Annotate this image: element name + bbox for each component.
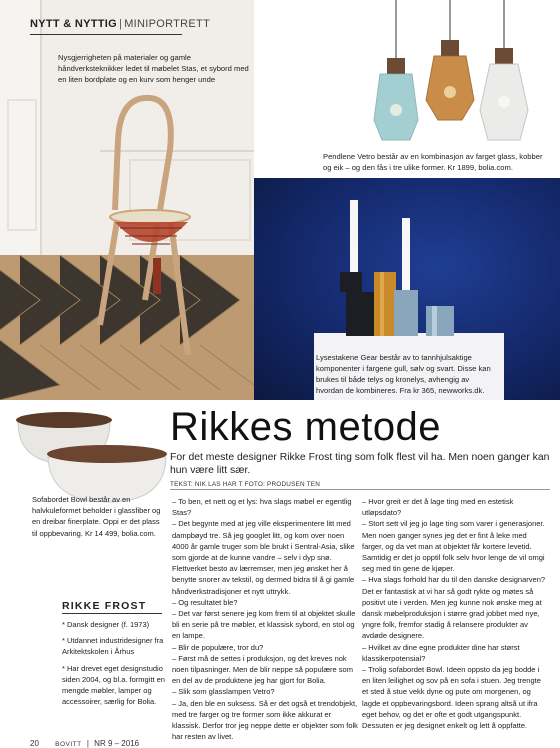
bio-item-education: * Utdannet industridesigner fra Arkitektskolen i Århus: [62, 636, 164, 657]
col1-paragraph: – Først må de settes i produksjon, og det kreves nok noen tilpasninger. Men de blir neppe så populære som en del av de produktene jeg har gjort for Bolia.: [172, 653, 353, 686]
section-name: NYTT & NYTTIG: [30, 18, 118, 30]
header-separator: |: [119, 18, 123, 30]
chair-caption: Nysgjerrigheten på materialer og gamle håndverksteknikker ledet til møbelet Stas, et sybord med en liten bordplate og en kurv som henger unde: [58, 53, 249, 84]
col2-paragraph: – Hvor greit er det å lage ting med en estetisk utløpsdato?: [362, 497, 514, 518]
magazine-name: BOVITT: [55, 741, 82, 748]
bio-item-career: * Har drevet eget designstudio siden 2004, og bl.a. formgitt en mengde møbler, lamper og accessoirer, særlig for Bolia.: [62, 663, 165, 707]
byline-rule: [170, 489, 550, 490]
article-column-1: [172, 496, 358, 742]
pendants-caption: Pendlene Vetro består av en kombinasjon av farget glass, kobber og eik – og den fås i tre ulike former. Kr 1899, bolia.com.: [323, 152, 543, 172]
bio-item-nationality: * Dansk designer (f. 1973): [62, 620, 150, 629]
bio-rule: [62, 613, 162, 614]
col2-paragraph: – Stort sett vil jeg jo lage ting som varer i generasjoner. Men noen ganger synes jeg det er fint å leke med farger, og da vet man at objektet får kortere levetid. Samtidig er det jo opptil folk selv hvor lenge de vil omgi seg med tin gene de kjøper.: [362, 519, 545, 574]
col2-paragraph: – Hvilket av dine egne produkter dine har størst klassikerpotensial?: [362, 642, 520, 663]
article-byline: TEKST: NIK LAS HAR T FOTO: PRODUSEN TEN: [170, 481, 321, 488]
header-rule: [30, 34, 182, 35]
article-title: Rikkes metode: [170, 405, 442, 449]
subsection-name: MINIPORTRETT: [124, 18, 211, 30]
bio-list: [62, 619, 174, 707]
col2-paragraph: – Hva slags forhold har du til den danske designarven?: [362, 575, 546, 585]
bio-name: RIKKE FROST: [62, 600, 147, 612]
col1-paragraph: – Ja, den ble en suksess. Så er det også et trendobjekt, med tre farger og tre former som ikke akkurat er klassisk. Derfor tror jeg neppe dette er objekter som folk har resten av livet.: [172, 698, 358, 742]
footer-separator: |: [86, 739, 89, 748]
pendants-illustration: [370, 0, 560, 150]
col1-paragraph: – Slik som glasslampen Vetro?: [172, 687, 275, 697]
col1-paragraph: – Det var først senere jeg kom frem til at objektet skulle bli en serie på tre møbler, et klassisk sybord, en stol og en lampe.: [172, 609, 356, 641]
col1-paragraph: – To ben, et nett og et lys: hva slags møbel er egentlig Stas?: [172, 497, 352, 518]
col2-paragraph: – Trolig sofabordet Bowl. Ideen oppsto da jeg bodde i en liten leilighet og sov på en sofa i stuen. Jeg trengte et sted å stue vekk dyne og pute om morgenen, og lagde et oppbevaringsbord. Ideen sprang altså ut ifra eget behov, og det er ofte et godt utgangspunkt. Dessuten er jeg designet enkelt og lett å oppfatte.: [362, 665, 541, 731]
issue-number: NR 9 – 2016: [94, 739, 140, 748]
bowl-caption: Sofabordet Bowl består av en halvkuleformet beholder i glassfiber og en dreibar finerplate. Oppi er det plass til oppbevaring. Kr 14 499, bolia.com.: [32, 495, 161, 538]
section-header: [30, 18, 210, 30]
page-number: 20: [30, 739, 39, 748]
article-lead: For det meste designer Rikke Frost ting som folk flest vil ha. Men noen ganger kan hun være litt sær.: [170, 452, 550, 476]
col1-paragraph: – Og resultatet ble?: [172, 597, 238, 607]
col1-paragraph: – Blir de populære, tror du?: [172, 642, 264, 652]
col2-paragraph: Det er fantastisk at vi har så godt rykte og møtes så positivt ute i verden. Men jeg kunne nok ønske meg at dansk møbelproduksjon i større grad jobbet med nye, yngre folk, fremfor stadig å relansere produkter av avdøde designere.: [362, 586, 542, 641]
article-column-2: [362, 496, 546, 731]
col1-paragraph: – Det begynte med at jeg ville eksperimentere litt med dampbøyd tre. Så jeg googlet litt, og kom over noen 4000 år gamle truger som ble brukt i Sentral-Asia, slike som gjorde at de kunne vandre – selv i dyp snø. Flettverket besto av lærremser, men jeg ønsket her å benytte snorer av tekstil, og dermed bidra til å gi gamle håndverkstradisjoner et nytt uttrykk.: [172, 519, 355, 596]
candles-caption: Lysestakene Gear består av to tannhjulsaktige komponenter i fargene gull, sølv og svart. Disse kan brukes til både telys og kronelys, avhengig av hvordan de kombineres. Fra kr 365, newworks.dk.: [316, 353, 491, 395]
pendants-photo: [370, 0, 560, 150]
